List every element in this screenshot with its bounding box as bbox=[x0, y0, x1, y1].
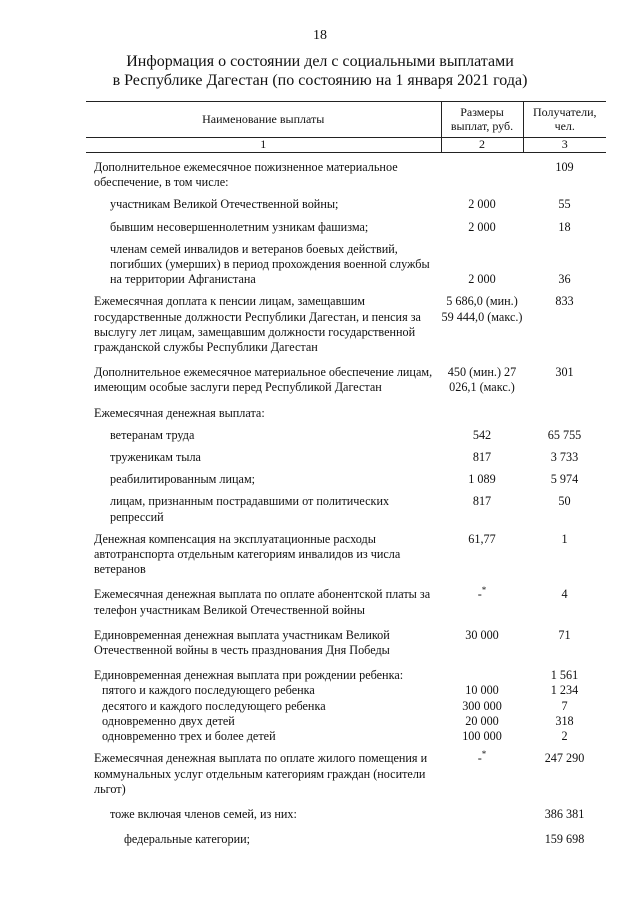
row-name: федеральные категории; bbox=[124, 832, 251, 847]
column-number-row bbox=[86, 138, 606, 153]
header-recipients bbox=[523, 102, 606, 138]
table-row bbox=[86, 443, 606, 465]
row-name: ветеранам труда bbox=[110, 427, 195, 442]
row-amount bbox=[441, 577, 523, 617]
row-name: Денежная компенсация на эксплуатационные расходы автотранспорта отдельным категориям инвалидов из числа ветеранов bbox=[94, 531, 401, 577]
row-recipients: 7 bbox=[561, 698, 568, 713]
row-amount: 100 000 bbox=[462, 729, 502, 744]
row-amount bbox=[441, 744, 523, 797]
table-row bbox=[86, 744, 606, 797]
table-row bbox=[86, 421, 606, 443]
table-row bbox=[86, 355, 606, 395]
table-row bbox=[86, 822, 606, 847]
table-row bbox=[86, 190, 606, 212]
row-name: Дополнительное ежемесячное материальное обеспечение лицам, имеющим особые заслуги перед Республикой Дагестан bbox=[94, 365, 433, 395]
row-name: Единовременная денежная выплата участникам Великой Отечественной войны в честь празднования Дня Победы bbox=[94, 627, 390, 658]
row-amount bbox=[441, 797, 523, 822]
row-recipients: 36 bbox=[558, 272, 571, 287]
row-amount: 542 bbox=[472, 427, 492, 442]
row-name: Ежемесячная денежная выплата по оплате абонентской платы за телефон участникам Великой Отечественной войны bbox=[94, 587, 431, 617]
row-recipients: 318 bbox=[555, 713, 574, 728]
header-recipients-line-2: чел. bbox=[554, 119, 575, 133]
title-line-2: в Республике Дагестан (по состоянию на 1 января 2021 года) bbox=[112, 72, 528, 89]
row-name: бывшим несовершеннолетним узникам фашизма; bbox=[110, 219, 369, 234]
table-row bbox=[86, 525, 606, 578]
row-amount bbox=[441, 153, 523, 191]
row-amount: 817 bbox=[472, 450, 492, 465]
row-name: тоже включая членов семей, из них: bbox=[110, 806, 297, 821]
row-amount: 450 (мин.) 27 026,1 (макс.) bbox=[447, 365, 517, 395]
table-row bbox=[86, 153, 606, 191]
row-name: Ежемесячная денежная выплата по оплате жилого помещения и коммунальных услуг отдельным категориям граждан (носители льгот) bbox=[94, 751, 428, 796]
row-amount: 10 000 bbox=[465, 683, 499, 698]
header-name: Наименование выплаты bbox=[86, 102, 441, 138]
row-amount: 30 000 bbox=[465, 627, 499, 642]
table-row bbox=[86, 287, 606, 355]
row-amount bbox=[441, 822, 523, 847]
table-row bbox=[86, 729, 606, 744]
row-amount: 5 686,0 (мин.) 59 444,0 (макс.) bbox=[441, 294, 523, 324]
column-number: 3 bbox=[523, 138, 606, 153]
header-recipients-line-1: Получатели, bbox=[532, 105, 597, 119]
row-name: труженикам тыла bbox=[110, 450, 201, 465]
table-row bbox=[86, 714, 606, 729]
row-recipients: 18 bbox=[558, 219, 571, 234]
table-row bbox=[86, 618, 606, 658]
table-row bbox=[86, 699, 606, 714]
row-name: Дополнительное ежемесячное пожизненное материальное обеспечение, в том числе: bbox=[94, 160, 398, 190]
row-name: реабилитированным лицам; bbox=[110, 472, 256, 487]
row-name: одновременно двух детей bbox=[102, 713, 235, 728]
row-name: Единовременная денежная выплата при рождении ребенка: bbox=[94, 668, 404, 683]
row-recipients: 1 bbox=[561, 531, 568, 546]
table-row bbox=[86, 235, 606, 288]
row-recipients: 1 234 bbox=[550, 683, 579, 698]
table-row bbox=[86, 465, 606, 487]
row-recipients: 386 381 bbox=[544, 806, 585, 821]
table-row bbox=[86, 396, 606, 421]
table-row bbox=[86, 797, 606, 822]
row-recipients: 50 bbox=[558, 494, 571, 509]
table-row bbox=[86, 577, 606, 617]
column-number: 1 bbox=[86, 138, 441, 153]
row-amount bbox=[441, 396, 523, 421]
document-title bbox=[0, 52, 640, 90]
row-amount: 817 bbox=[472, 494, 492, 509]
row-recipients: 159 698 bbox=[544, 832, 585, 847]
header-amount-line-2: выплат, руб. bbox=[450, 119, 514, 133]
row-name: Ежемесячная денежная выплата: bbox=[94, 405, 265, 420]
row-amount: 2 000 bbox=[468, 197, 496, 212]
row-name: членам семей инвалидов и ветеранов боевых действий, погибших (умерших) в период прохождения военной службы на территории Афганистана bbox=[110, 241, 430, 287]
row-recipients: 109 bbox=[555, 160, 574, 174]
row-recipients: 55 bbox=[558, 197, 571, 212]
row-name: участникам Великой Отечественной войны; bbox=[110, 197, 339, 212]
row-recipients: 301 bbox=[555, 365, 574, 380]
row-recipients: 833 bbox=[555, 294, 574, 309]
row-amount: 61,77 bbox=[468, 531, 496, 546]
footnote-asterisk: * bbox=[481, 749, 487, 760]
row-recipients: 65 755 bbox=[547, 427, 582, 442]
row-name: лицам, признанным пострадавшими от политических репрессий bbox=[110, 494, 390, 524]
row-amount: 300 000 bbox=[462, 698, 502, 713]
row-amount: 2 000 bbox=[468, 272, 496, 287]
footnote-asterisk: * bbox=[481, 585, 487, 596]
row-recipients: 4 bbox=[561, 587, 568, 602]
table-row bbox=[86, 213, 606, 235]
header-amount bbox=[441, 102, 523, 138]
row-name: одновременно трех и более детей bbox=[102, 729, 276, 744]
row-recipients: 5 974 bbox=[550, 472, 579, 487]
row-recipients: 3 733 bbox=[550, 450, 579, 465]
table-row bbox=[86, 683, 606, 698]
row-name: Ежемесячная доплата к пенсии лицам, замещавшим государственные должности Республики Дагестан, и пенсия за выслугу лет лицам, замещавшим должности государственной гражданской службы Республики Дагестан bbox=[94, 294, 421, 355]
page-number: 18 bbox=[313, 28, 327, 43]
table-row bbox=[86, 658, 606, 683]
row-amount: 2 000 bbox=[468, 219, 496, 234]
table-row bbox=[86, 487, 606, 524]
table-header-row bbox=[86, 102, 606, 138]
amount-dash: - bbox=[477, 751, 482, 766]
title-line-1: Информация о состоянии дел с социальными выплатами bbox=[126, 53, 514, 70]
row-amount: 1 089 bbox=[468, 472, 496, 487]
column-number: 2 bbox=[441, 138, 523, 153]
row-recipients: 2 bbox=[561, 729, 568, 744]
row-name: пятого и каждого последующего ребенка bbox=[102, 683, 315, 698]
row-recipients bbox=[523, 396, 606, 421]
row-name: десятого и каждого последующего ребенка bbox=[102, 698, 326, 713]
row-recipients: 1 561 bbox=[550, 668, 579, 683]
row-recipients: 247 290 bbox=[544, 751, 585, 766]
amount-dash: - bbox=[477, 587, 482, 602]
header-amount-line-1: Размеры bbox=[460, 105, 504, 119]
row-amount bbox=[441, 658, 523, 683]
payments-table bbox=[86, 101, 606, 847]
row-amount: 20 000 bbox=[465, 713, 499, 728]
row-recipients: 71 bbox=[558, 627, 571, 642]
